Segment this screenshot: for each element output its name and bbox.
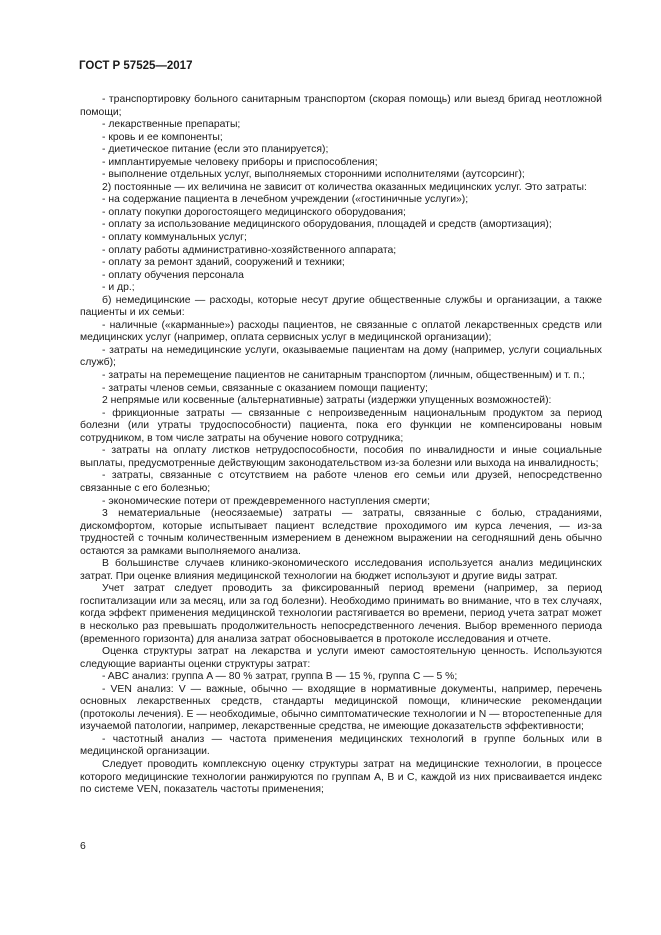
paragraph: - оплату работы административно-хозяйственного аппарата; <box>102 244 397 256</box>
paragraph: 3 нематериальные (неосязаемые) затраты — затраты, связанные с болью, страданиями, дискомфортом, которые испытывает пациент вследствие проходимого им курса лечения, — из-за трудностей с точным количественным измерением в денежном выражении на сегодняшний день обычно остаются за рамками выполняемого анализа. <box>80 508 602 557</box>
paragraph: - частотный анализ — частота применения медицинских технологий в группе больных или в медицинской организации. <box>80 733 602 758</box>
paragraph: Оценка структуры затрат на лекарства и услуги имеют самостоятельную ценность. Используются следующие варианты оценки структуры затрат: <box>80 646 602 670</box>
standard-designation: ГОСТ Р 57525—2017 <box>79 60 193 72</box>
page-number: 6 <box>80 841 86 852</box>
paragraph: - транспортировку больного санитарным транспортом (скорая помощь) или выезд бригад неотложной помощи; <box>80 94 602 118</box>
paragraph: - затраты на немедицинские услуги, оказываемые пациентам на дому (например, услуги социальных служб); <box>80 344 602 369</box>
paragraph: - VEN анализ: V — важные, обычно — входящие в нормативные документы, например, перечень основных лекарственных средств, стандарты медицинской помощи, клинические рекомендации (протоколы лечения). E — необходимые, обычно симптоматические технологии и N — второстепенные для изучаемой патологии, например, лекарственные средства, не имеющие доказательств эффективности; <box>80 683 603 733</box>
paragraph: - затраты членов семьи, связанные с оказанием помощи пациенту; <box>102 382 428 394</box>
paragraph: - наличные («карманные») расходы пациентов, не связанные с оплатой лекарственных средств или медицинских услуг (например, оплата сервисных услуг в медицинской организации); <box>80 319 602 344</box>
paragraph: - ABC анализ: группа A — 80 % затрат, группа B — 15 %, группа C — 5 %; <box>102 671 458 683</box>
paragraph: Следует проводить комплексную оценку структуры затрат на медицинские технологии, в процессе которого медицинские технологии ранжируются по группам A, B и C, каждой из них присваивается индекс по системе VEN, показатель частоты применения; <box>80 758 602 796</box>
paragraph: - оплату коммунальных услуг; <box>102 232 247 244</box>
paragraph: - затраты на перемещение пациентов не санитарным транспортом (личным, общественным) и т. п.; <box>102 370 585 382</box>
paragraph: - оплату покупки дорогостоящего медицинского оборудования; <box>102 206 406 218</box>
paragraph: - лекарственные препараты; <box>102 119 241 131</box>
paragraph: 2) постоянные — их величина не зависит от количества оказанных медицинских услуг. Это затраты: <box>102 181 587 193</box>
paragraph: б) немедицинские — расходы, которые несут другие общественные службы и организации, а также пациенты и их семьи: <box>80 294 602 319</box>
paragraph: В большинстве случаев клинико-экономического исследования используется анализ медицинских затрат. При оценке влияния медицинской технологии на бюджет используют и другие виды затрат. <box>80 558 602 582</box>
paragraph: - выполнение отдельных услуг, выполняемых сторонними исполнителями (аутсорсинг); <box>102 169 525 181</box>
paragraph: 2 непрямые или косвенные (альтернативные) затраты (издержки упущенных возможностей): <box>102 395 552 407</box>
paragraph: - диетическое питание (если это планируется); <box>102 144 329 156</box>
paragraph: - экономические потери от преждевременного наступления смерти; <box>102 495 430 507</box>
paragraph: - фрикционные затраты — связанные с непроизведенным национальным продуктом за период болезни (или утраты трудоспособности) пациента, пока его функции не компенсированы новым сотрудником, в том числе затраты на обучение нового сотрудника; <box>80 407 602 444</box>
paragraph: Учет затрат следует проводить за фиксированный период времени (например, за период госпитализации или за месяц, или за год болезни). Необходимо принимать во внимание, что в тех случаях, когда эффект применения медицинской технологии растягивается во времени, период учета затрат может в несколько раз превышать продолжительность непосредственного лечения. Выбор временного периода (временного горизонта) для анализа затрат обосновывается в протоколе исследования и отчете. <box>80 583 602 645</box>
body-text <box>80 94 602 797</box>
paragraph: - затраты, связанные с отсутствием на работе членов его семьи или друзей, непосредственно связанные с его болезнью; <box>80 470 602 494</box>
paragraph: - на содержание пациента в лечебном учреждении («гостиничные услуги»); <box>102 194 469 206</box>
paragraph: - кровь и ее компоненты; <box>102 131 223 143</box>
paragraph: - имплантируемые человеку приборы и приспособления; <box>102 156 378 168</box>
paragraph: - оплату обучения персонала <box>102 269 244 281</box>
paragraph: - затраты на оплату листков нетрудоспособности, пособия по инвалидности и иные социальные выплаты, предусмотренные действующим законодательством из-за болезни или выхода на инвалидность; <box>80 445 602 469</box>
paragraph: - оплату за использование медицинского оборудования, площадей и средств (амортизация); <box>102 219 552 231</box>
paragraph: - оплату за ремонт зданий, сооружений и техники; <box>102 257 345 269</box>
paragraph: - и др.; <box>102 282 135 294</box>
